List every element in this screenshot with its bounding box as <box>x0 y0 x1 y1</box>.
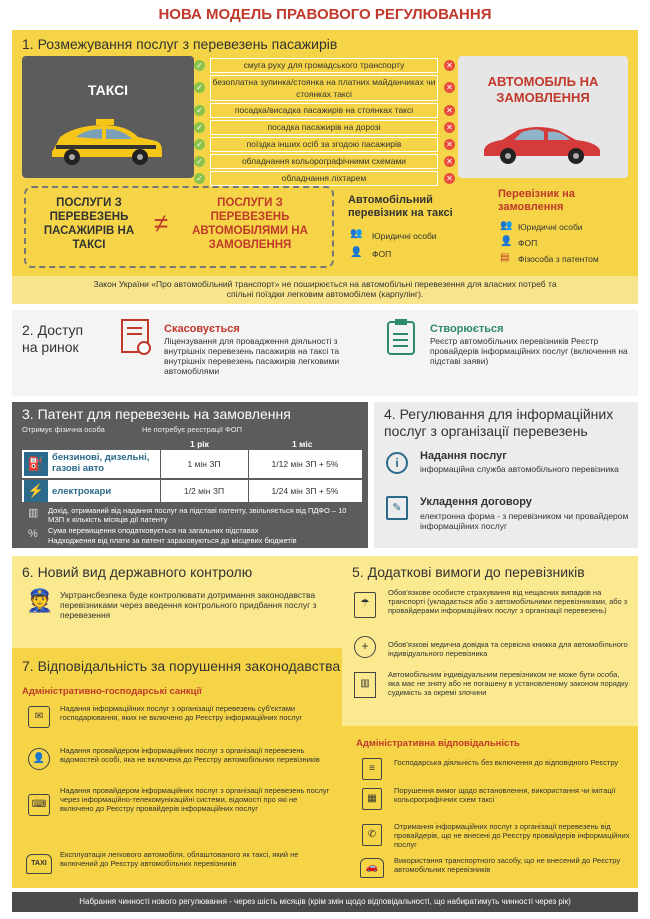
patent-icon: ▤ <box>500 252 510 263</box>
create-title: Створюється <box>430 323 504 335</box>
section-4-heading: 4. Регулювання для інформаційних послуг з організації перевезень <box>384 406 614 439</box>
check-icon: ✓ <box>194 122 205 133</box>
sanction-item: Експлуатація легкового автомобіля, облаштованого як таксі, який не включений до Реєстру автомобільних перевізників <box>60 850 299 868</box>
contract-title: Укладення договору <box>420 496 532 508</box>
cross-icon: ✕ <box>444 105 455 116</box>
section-2-heading: 2. Доступ на ринок <box>22 322 84 355</box>
taxi-carrier-item: Юридичні особи <box>372 231 437 241</box>
clipboard-icon <box>386 318 418 358</box>
service-row: обладнання кольорографічними схемами <box>210 154 438 169</box>
provider-icon: 👤 <box>28 748 50 770</box>
no-reg-note: Не потребує реєстрації ФОП <box>142 425 242 434</box>
law-note: Закон України «Про автомобільний транспорт» не поширюється на автомобільні перевезення для власних потреб та спільні поїздки легковим автомобілем (карпулінг). <box>93 279 557 299</box>
taxi-label: ТАКСІ <box>87 82 129 98</box>
vehicle-icon: 🚗 <box>360 858 384 878</box>
person-icon: 👥 <box>350 228 363 239</box>
patent-note: Дохід, отриманий від надання послуг на підставі патенту, звільняється від ПДФО – 10 МЗП х кількість місяців дії патенту <box>48 506 347 524</box>
info-service-icon: ✉ <box>28 706 50 728</box>
section-7-heading: 7. Відповідальність за порушення законодавства <box>22 658 341 674</box>
sanction-item: Надання провайдером інформаційних послуг з організації перевезень відомостей особі, яка не включена до Реєстру автомобільних перевізників <box>60 746 320 764</box>
inspector-icon: 👮 <box>26 588 54 613</box>
section-6-heading: 6. Новий вид державного контролю <box>22 564 253 580</box>
service-row: посадка/висадка пасажирів на стоянках таксі <box>210 103 438 118</box>
contract-text: електронна форма - з перевізником чи провайдером інформаційних послуг <box>420 511 629 531</box>
certificate-icon <box>120 318 154 358</box>
contract-icon: ✎ <box>386 496 408 520</box>
receives-note: Отримує фізична особа <box>22 425 105 434</box>
provide-text: інформаційна служба автомобільного перевізника <box>420 464 619 474</box>
order-carrier-item: ФОП <box>518 238 538 248</box>
not-equal-sign: ≠ <box>153 208 169 238</box>
patent-row-name: бензинові, дизельні, газові авто <box>52 452 150 474</box>
sanction-item: Надання провайдером інформаційних послуг з організації перевезень послуг через інформаційно-телекомунікаційні системи, відомості про які не включено до Реєстру провайдерів інформаційних послуг <box>60 786 330 813</box>
col-month: 1 міс <box>292 439 313 449</box>
section-3-heading: 3. Патент для перевезень на замовлення <box>22 406 291 422</box>
cancel-text: Ліцензування для провадження діяльності з внутрішніх перевезень пасажирів на таксі та внутрішніх перевезень пасажирів легковими автомобілями <box>164 336 340 376</box>
patent-year-value: 1/2 мін ЗП <box>183 486 225 496</box>
cross-icon: ✕ <box>444 60 455 71</box>
patent-note: Надходження від плати за патент зараховуються до місцевих бюджетів <box>48 536 297 545</box>
person-icon: 👥 <box>500 220 513 231</box>
admin-econ-title: Адміністративно-господарські санкції <box>22 686 202 697</box>
person-icon: 👤 <box>500 236 513 247</box>
taxi-car-icon <box>46 115 166 167</box>
order-carrier-title: Перевізник на замовлення <box>498 188 575 213</box>
order-services-label: ПОСЛУГИ З ПЕРЕВЕЗЕНЬ АВТОМОБІЛЯМИ НА ЗАМОВЛЕННЯ <box>192 197 308 251</box>
fuel-icon: ⛽ <box>24 452 48 476</box>
patent-month-value: 1/24 мін ЗП + 5% <box>271 486 339 496</box>
admin-resp-title: Адміністративна відповідальність <box>356 738 520 749</box>
provide-title: Надання послуг <box>420 450 507 462</box>
info-icon: i <box>386 452 408 474</box>
percent-icon: % <box>28 528 38 540</box>
person-icon: 👤 <box>350 247 363 258</box>
divider <box>248 450 249 502</box>
check-icon: ✓ <box>194 105 205 116</box>
cross-icon: ✕ <box>444 82 455 93</box>
divider <box>160 450 161 502</box>
service-row: обладнання ліхтарем <box>210 171 438 186</box>
check-icon: ✓ <box>194 173 205 184</box>
cross-icon: ✕ <box>444 173 455 184</box>
page-title: НОВА МОДЕЛЬ ПРАВОВОГО РЕГУЛЮВАННЯ <box>158 6 492 23</box>
check-icon: ✓ <box>194 156 205 167</box>
prison-icon: ▥ <box>354 672 376 698</box>
service-row: поїздка інших осіб за згодою пасажирів <box>210 137 438 152</box>
requirement-item: Обов'язкове особисте страхування від нещасних випадків на транспорті (укладається або з автомобільними перевізниками, або з провайдерами інформаційних послуг з організації перевезень) <box>388 588 628 615</box>
service-row: безоплатна зупинка/стоянка на платних майданчиках чи стоянках таксі <box>210 75 438 101</box>
law-icon: ≡ <box>362 758 382 780</box>
system-icon: ⌨ <box>28 794 50 816</box>
sanction-item: Надання інформаційних послуг з організації перевезень суб'єктами господарювання, яких не включено до Реєстру інформаційних послуг <box>60 704 303 722</box>
patent-year-value: 1 мін ЗП <box>187 459 221 469</box>
patent-row-name: електрокари <box>52 486 112 497</box>
order-car-label: АВТОМОБІЛЬ НА ЗАМОВЛЕННЯ <box>487 74 599 105</box>
scheme-icon: ▦ <box>362 788 382 810</box>
taxi-carrier-item: ФОП <box>372 249 392 259</box>
footer-note: Набрання чинності нового регулювання - через шість місяців (крім змін щодо відповідальності, що набиратимуть чинності через рік) <box>79 897 571 906</box>
insurance-icon: ☂ <box>354 592 376 618</box>
order-car-icon <box>478 120 606 166</box>
service-row: смуга руху для громадського транспорту <box>210 58 438 73</box>
cancel-title: Скасовується <box>164 323 240 335</box>
patent-note: Сума перевищення оподатковується на загальних підставах <box>48 526 259 535</box>
section-5-heading: 5. Додаткові вимоги до перевізників <box>352 564 585 580</box>
service-row: посадка пасажирів на дорозі <box>210 120 438 135</box>
section-1-heading: 1. Розмежування послуг з перевезень пасажирів <box>22 36 338 52</box>
check-icon: ✓ <box>194 82 205 93</box>
check-icon: ✓ <box>194 60 205 71</box>
responsibility-item: Отримання інформаційних послуг з організації перевезень від провайдерів, що не внесені до Реєстру провайдерів інформаційних послуг <box>394 822 630 849</box>
create-text: Реєстр автомобільних перевізників Реєстр провайдерів інформаційних послуг (включення на підставі заяви) <box>430 336 628 366</box>
service-icon: ✆ <box>362 824 382 846</box>
taxi-services-label: ПОСЛУГИ З ПЕРЕВЕЗЕНЬ ПАСАЖИРІВ НА ТАКСІ <box>43 197 135 251</box>
requirement-item: Обов'язкові медична довідка та сервісна книжка для автомобільного індивідуального перевізника <box>388 640 628 658</box>
money-icon: ▥ <box>28 507 39 519</box>
order-carrier-item: Юридичні особи <box>518 222 583 232</box>
responsibility-item: Господарська діяльність без включення до відповідного Реєстру <box>394 758 619 767</box>
responsibility-item: Порушення вимог щодо встановлення, використання чи імітації кольорографічних схем таксі <box>394 786 616 804</box>
cross-icon: ✕ <box>444 122 455 133</box>
requirement-item: Автомобільним індивідуальним перевізником не може бути особа, яка має не зняту або не погашену в установленому законом порядку судимість за окремі злочини <box>388 670 629 697</box>
cross-icon: ✕ <box>444 156 455 167</box>
taxi-small-icon: TAXI <box>26 854 52 874</box>
check-icon: ✓ <box>194 139 205 150</box>
taxi-carrier-title: Автомобільний перевізник на таксі <box>348 194 453 219</box>
patent-month-value: 1/12 мін ЗП + 5% <box>271 459 339 469</box>
medical-icon: + <box>354 636 376 658</box>
col-year: 1 рік <box>190 439 209 449</box>
lightning-icon: ⚡ <box>24 480 48 502</box>
responsibility-item: Використання транспортного засобу, що не внесений до Реєстру автомобільних перевізників <box>394 856 621 874</box>
order-carrier-item: Фізособа з патентом <box>518 254 599 264</box>
control-text: Укртрансбезпека буде контролювати дотримання законодавства перевізниками через введення контрольного придбання послуг з перевезення <box>60 590 317 620</box>
cross-icon: ✕ <box>444 139 455 150</box>
